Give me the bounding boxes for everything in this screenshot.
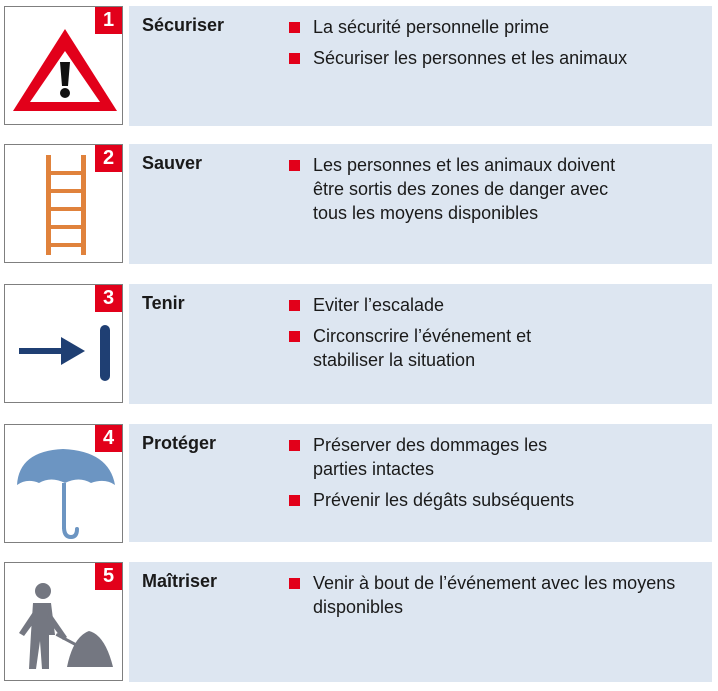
step-4 (0, 424, 718, 544)
bullet-list (289, 293, 689, 379)
step-title: Sécuriser (142, 15, 225, 35)
bullet-list (289, 571, 689, 626)
step-panel (129, 144, 712, 264)
step-3 (0, 284, 718, 404)
bullet-item: Sécuriser les personnes et les animaux (289, 46, 689, 70)
bullet-item: La sécurité personnelle prime (289, 15, 689, 39)
step-panel (129, 6, 712, 126)
step-number: 1 (95, 7, 122, 34)
step-panel (129, 562, 712, 682)
step-panel (129, 284, 712, 404)
step-number: 3 (95, 285, 122, 312)
bullet-item: Circonscrire l’événement et stabiliser la situation (289, 324, 603, 372)
step-title: Protéger (142, 433, 217, 453)
step-1-icon-box (4, 6, 123, 125)
bullet-list (289, 433, 689, 519)
step-2 (0, 144, 718, 264)
step-number: 2 (95, 145, 122, 172)
step-4-icon-box (4, 424, 123, 543)
step-2-icon-box (4, 144, 123, 263)
bullet-item: Les personnes et les animaux doivent être sortis des zones de danger avec tous les moyens disponibles (289, 153, 623, 225)
bullet-list (289, 15, 689, 77)
bullet-item: Prévenir les dégâts subséquents (289, 488, 689, 512)
step-panel (129, 424, 712, 542)
step-5-icon-box (4, 562, 123, 681)
bullet-item: Venir à bout de l’événement avec les moyens disponibles (289, 571, 693, 619)
bullet-item: Eviter l’escalade (289, 293, 689, 317)
step-5 (0, 562, 718, 684)
step-number: 5 (95, 563, 122, 590)
step-title: Maîtriser (142, 571, 218, 591)
bullet-item: Préserver des dommages les parties intactes (289, 433, 593, 481)
step-3-icon-box (4, 284, 123, 403)
step-1 (0, 6, 718, 126)
step-title: Tenir (142, 293, 185, 313)
step-title: Sauver (142, 153, 203, 173)
bullet-list (289, 153, 689, 232)
step-number: 4 (95, 425, 122, 452)
